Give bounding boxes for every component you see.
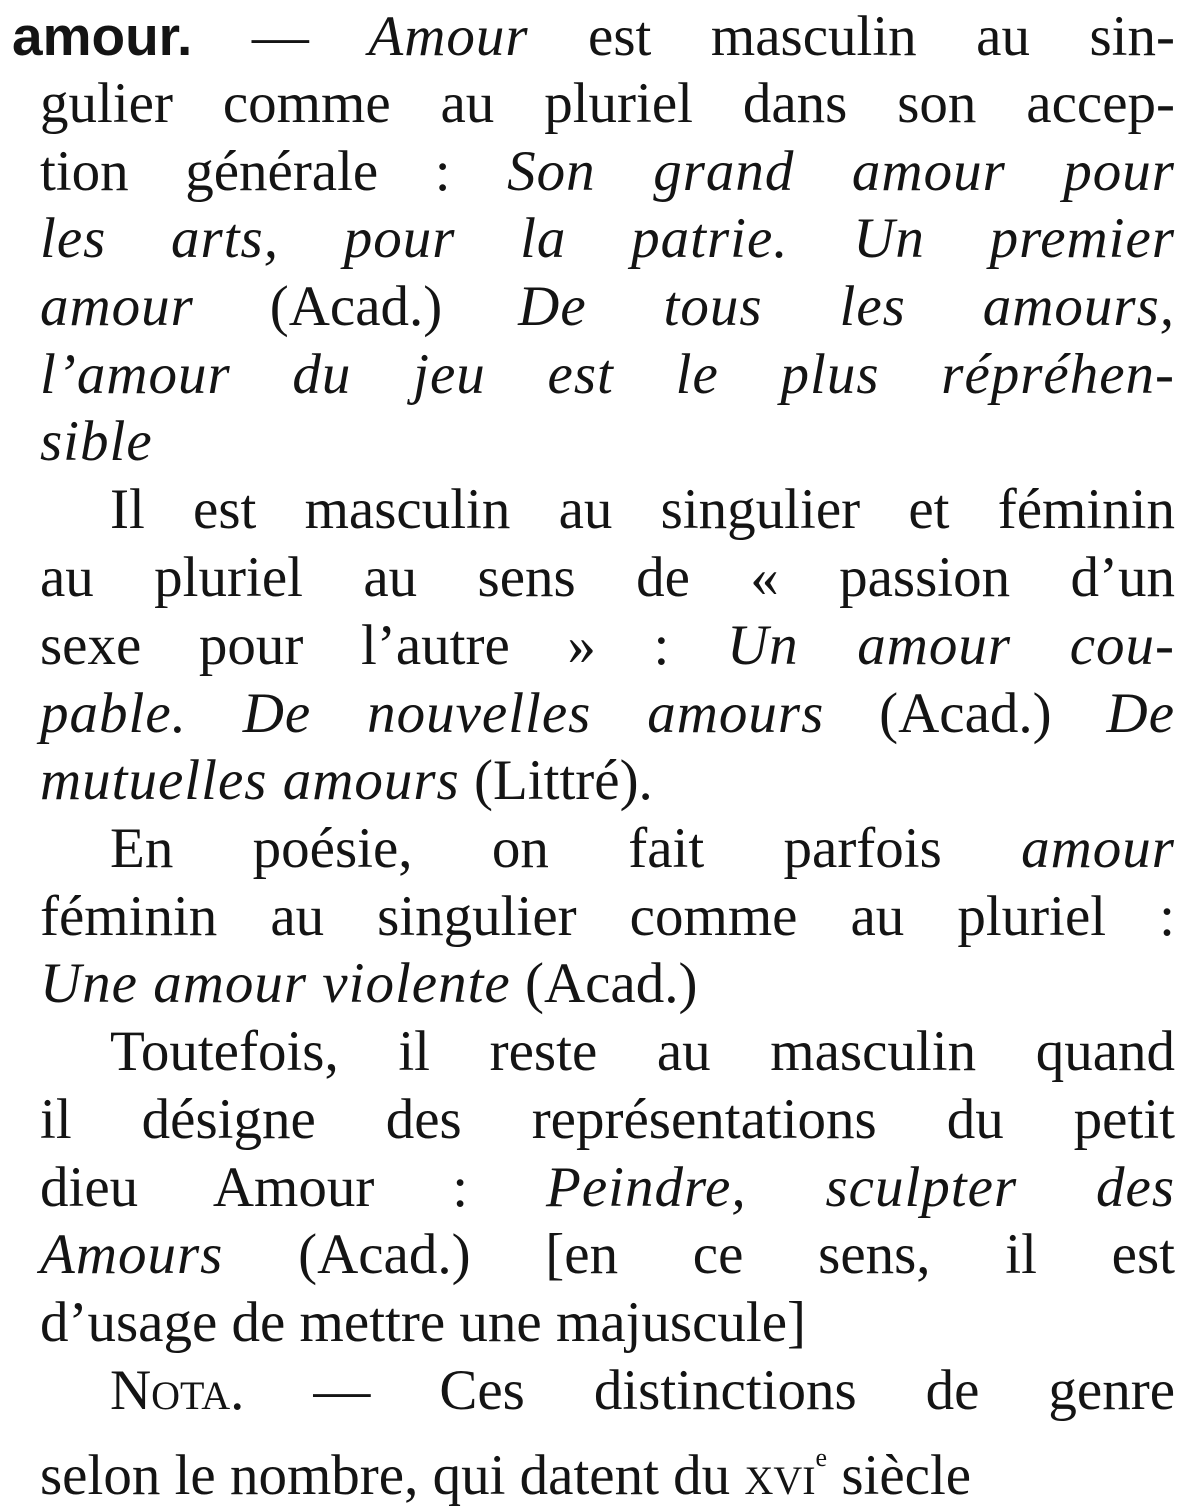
body-text: Il est masculin au singulier et féminin [110,478,1175,541]
text-line [40,408,1175,476]
text-line [40,1086,1175,1154]
body-text: dieu Amour : [40,1156,547,1219]
body-text: En poésie, on fait parfois [110,817,1022,880]
body-text: gulier comme au pluriel dans son accep- [40,72,1175,135]
example-text: les arts, pour la patrie. Un premier [40,207,1175,270]
body-text: selon le nombre, qui datent du [40,1444,745,1507]
text-line [40,273,1175,341]
example-text: Peindre, sculpter des [546,1156,1176,1219]
body-text: Toutefois, il reste au masculin quand [110,1020,1175,1083]
example-text: De tous les amours, [518,275,1175,338]
example-text: De [1106,682,1175,745]
body-text: — [251,5,369,68]
example-text: Amour [368,5,529,68]
text-line [40,612,1175,680]
example-text: l’amour du jeu est le plus répréhen- [40,343,1175,406]
text-line [40,1289,1175,1357]
example-text: mutuelles amours [40,749,460,812]
text-line [40,70,1175,138]
body-text: (Acad.) [824,682,1107,745]
text-line [40,1221,1175,1289]
body-text: tion générale : [40,140,508,203]
text-line [110,1357,1175,1425]
superscript-text: e [815,1443,828,1472]
text-line [40,680,1175,748]
text-line [12,2,1175,70]
headword: amour. [12,5,193,67]
body-text: siècle [827,1444,972,1507]
body-text: (Acad.) [193,275,519,338]
text-line [110,476,1175,544]
body-text: au pluriel au sens de « passion d’un [40,546,1175,609]
example-text: amour [1021,817,1175,880]
body-text: est masculin au sin- [528,5,1175,68]
text-line [110,1018,1175,1086]
body-text: (Littré). [459,749,653,812]
example-text: Une amour violente [40,952,511,1015]
example-text: Un amour cou- [726,614,1175,677]
body-text: (Acad.) [en ce sens, il est [223,1223,1175,1286]
body-text: d’usage de mettre une majuscule] [40,1291,807,1354]
body-text: il désigne des représentations du petit [40,1088,1175,1151]
text-line [40,950,1175,1018]
example-text: Son grand amour pour [507,140,1175,203]
text-line [110,815,1175,883]
example-text: sible [40,410,153,473]
text-line [40,544,1175,612]
example-text: pable. De nouvelles amours [40,682,825,745]
body-text: sexe pour l’autre » : [40,614,727,677]
text-line [40,205,1175,273]
body-text: (Acad.) [510,952,698,1015]
small-caps-text: Nota [110,1359,231,1422]
text-line [40,1424,1175,1507]
text-line [40,747,1175,815]
text-line [40,341,1175,409]
example-text: Amours [40,1223,224,1286]
small-caps-text: xvi [744,1444,816,1507]
body-text: féminin au singulier comme au pluriel : [40,885,1175,948]
text-line [40,138,1175,206]
text-line [40,883,1175,951]
body-text: . — Ces distinctions de genre [230,1359,1175,1422]
example-text: amour [40,275,194,338]
text-line [40,1154,1175,1222]
